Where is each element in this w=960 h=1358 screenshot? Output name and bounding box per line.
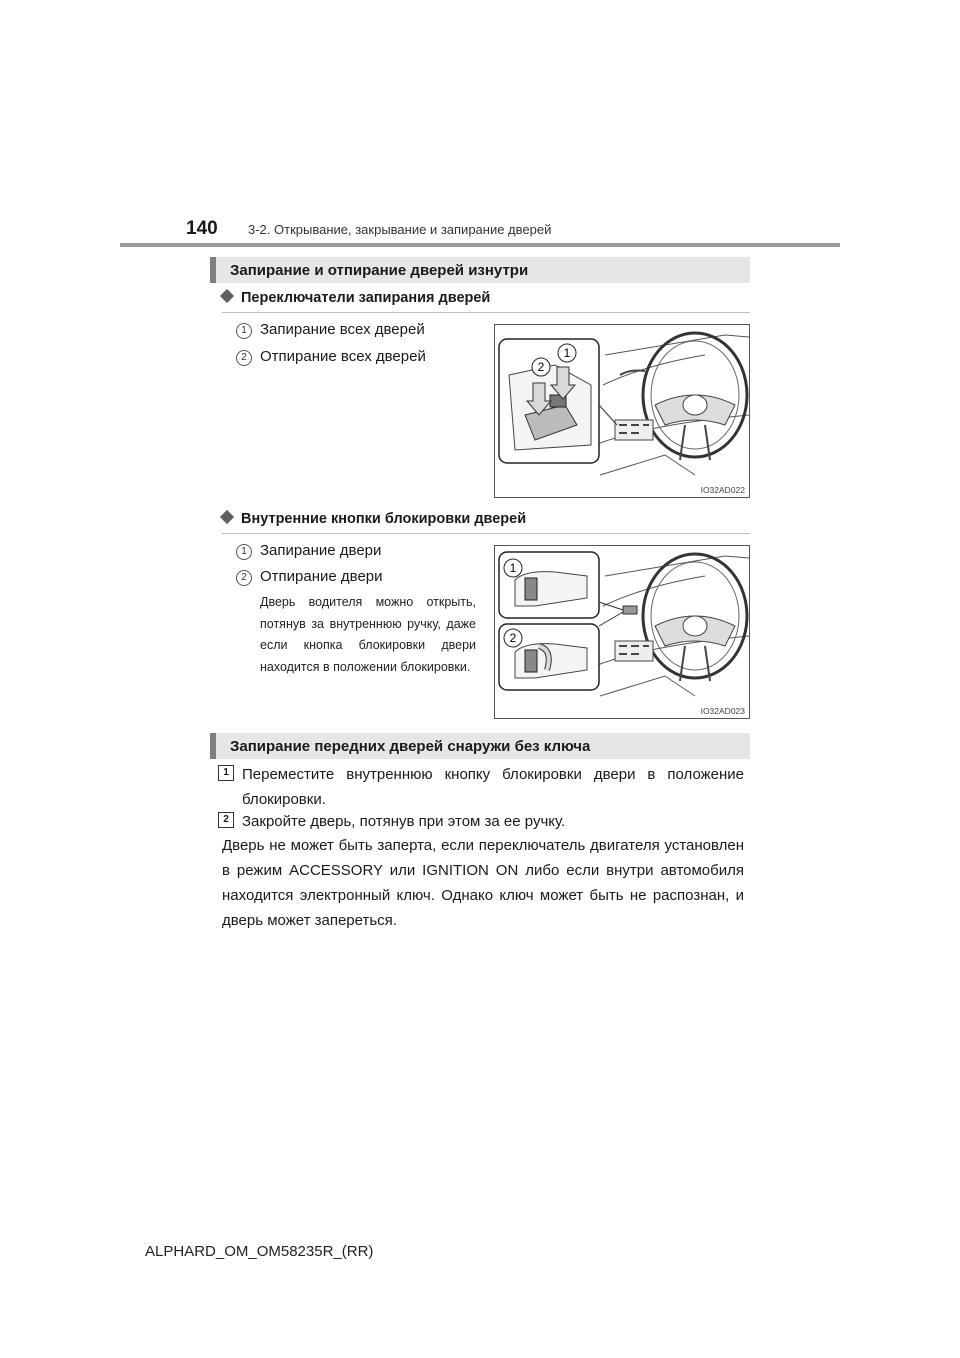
lock-switch-illustration (495, 325, 749, 497)
callout-2: 2 (537, 360, 545, 374)
item-number-2: 2 (236, 350, 252, 366)
item-number-2: 2 (236, 570, 252, 586)
figure-code: IO32AD023 (700, 706, 745, 716)
callout-1: 1 (563, 346, 571, 360)
item-lock-all-doors: Запирание всех дверей (260, 321, 425, 338)
diamond-bullet-icon (220, 289, 234, 303)
figure-lock-buttons (494, 545, 750, 719)
outside-lock-note: Дверь не может быть заперта, если переключатель двигателя установлен в режим ACCESSORY или IGNITION ON либо если внутри автомобиля находится электронный ключ. Однако ключ может быть не распознан, и дверь может запереться. (222, 837, 744, 929)
section-heading-outside (210, 733, 750, 759)
section-heading-outside-text: Запирание передних дверей снаружи без ключа (230, 738, 591, 755)
subheading-lock-buttons: Внутренние кнопки блокировки дверей (222, 511, 526, 527)
step-number-2: 2 (218, 812, 234, 828)
section-heading-inside (210, 257, 750, 283)
step-2-text: Закройте дверь, потянув при этом за ее ручку. (242, 813, 566, 830)
document-footer: ALPHARD_OM_OM58235R_(RR) (145, 1243, 374, 1260)
subheading-rule (222, 533, 750, 534)
lock-button-illustration (495, 546, 749, 718)
chapter-title: 3-2. Открывание, закрывание и запирание дверей (248, 222, 552, 237)
callout-2: 2 (509, 631, 517, 645)
diamond-bullet-icon (220, 510, 234, 524)
driver-door-note: Дверь водителя можно открыть, потянув за внутреннюю ручку, даже если кнопка блокировки двери находится в положении блокировки. (260, 595, 476, 674)
figure-lock-switches (494, 324, 750, 498)
subheading-lock-switches: Переключатели запирания дверей (222, 290, 490, 306)
section-heading-inside-text: Запирание и отпирание дверей изнутри (230, 262, 529, 279)
figure-code: IO32AD022 (700, 485, 745, 495)
item-number-1: 1 (236, 323, 252, 339)
item-unlock-all-doors: Отпирание всех дверей (260, 348, 426, 365)
callout-1: 1 (509, 561, 517, 575)
item-number-1: 1 (236, 544, 252, 560)
step-1-text: Переместите внутреннюю кнопку блокировки двери в положение блокировки. (242, 766, 744, 808)
subheading-rule (222, 312, 750, 313)
item-unlock-door: Отпирание двери (260, 568, 383, 585)
header-rule (120, 243, 840, 247)
step-number-1: 1 (218, 765, 234, 781)
page-number: 140 (186, 218, 218, 239)
item-lock-door: Запирание двери (260, 542, 382, 559)
